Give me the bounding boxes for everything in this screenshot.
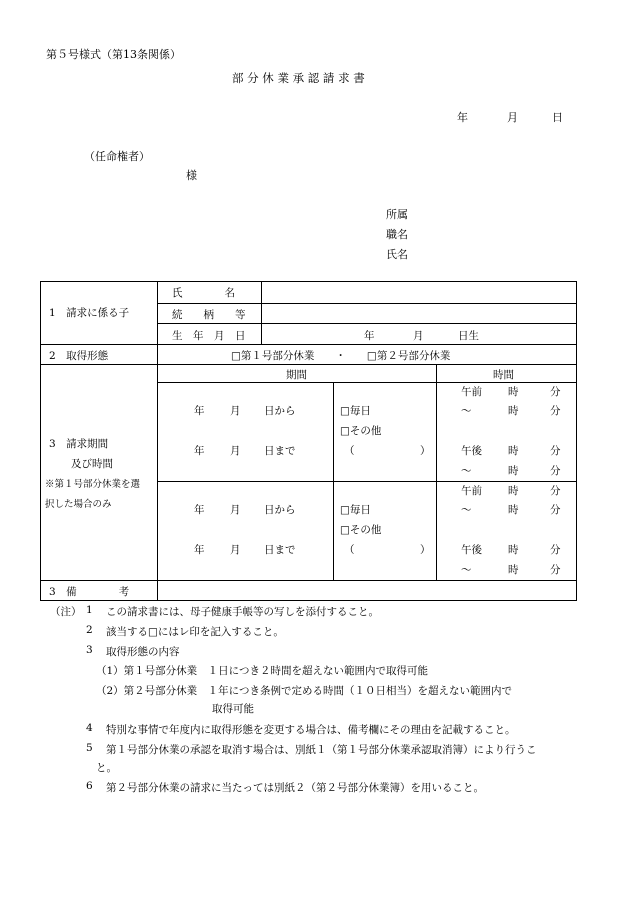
to-year-2: 年: [194, 543, 205, 556]
hour-2c: 時: [508, 543, 519, 556]
note-number: 1: [86, 604, 93, 616]
other-paren-open-2: （: [344, 543, 355, 556]
hour-1a: 時: [508, 386, 519, 399]
applicant-position: 職名: [386, 228, 408, 241]
child-birth-label-cell: [158, 324, 262, 345]
leave-type-checkboxes[interactable]: □第１号部分休業 ・ □第２号部分休業: [231, 350, 451, 362]
period-header: 期間: [286, 369, 307, 382]
note-text: 該当する□にはレ印を記入すること。: [106, 626, 284, 638]
leave-type-label: 2 取得形態: [49, 350, 109, 362]
pm-label-2: 午後: [461, 543, 482, 556]
remarks-label: 3 備 考: [49, 586, 130, 598]
period-section-label-2: 及び時間: [71, 458, 113, 470]
note-number: 5: [86, 742, 93, 754]
to-month-1: 月: [230, 445, 241, 458]
minute-2b: 分: [550, 503, 561, 516]
hour-1b: 時: [508, 405, 519, 418]
birth-day-suffix: 日生: [458, 329, 479, 342]
minute-1c: 分: [550, 445, 561, 458]
other-checkbox-2[interactable]: □その他: [340, 523, 382, 536]
hour-1d: 時: [508, 465, 519, 478]
from-month-2: 月: [230, 503, 241, 516]
minute-1d: 分: [550, 465, 561, 478]
date-year: 年: [457, 111, 468, 124]
child-name-label: 氏 名: [172, 287, 235, 300]
note-text: 第２号部分休業の請求に当たっては別紙２（第２号部分休業簿）を用いること。: [106, 782, 484, 794]
child-section-label-cell: [41, 282, 158, 345]
to-day-2: 日まで: [264, 543, 296, 556]
from-day-2: 日から: [264, 503, 296, 516]
child-birth-label: 生 年 月 日: [172, 329, 246, 342]
note-subitem: （1）第１号部分休業 １日につき２時間を超えない範囲内で取得可能: [96, 665, 428, 677]
applicant-name: 氏名: [386, 248, 408, 261]
child-relation-label-cell: [158, 303, 262, 324]
period-dates-1[interactable]: [158, 383, 334, 481]
note-number: 3: [86, 644, 93, 656]
period-header-cell: [158, 365, 437, 383]
note-text: この請求書には、母子健康手帳等の写しを添付すること。: [106, 606, 379, 618]
page-title: 部 分 休 業 承 認 請 求 書: [232, 71, 365, 85]
from-year-1: 年: [194, 405, 205, 418]
note-text-cont: と。: [96, 762, 117, 774]
minute-2d: 分: [550, 563, 561, 576]
to-month-2: 月: [230, 543, 241, 556]
period-section-label: 3 請求期間: [49, 438, 109, 450]
child-name-label-cell: [158, 282, 262, 304]
from-month-1: 月: [230, 405, 241, 418]
to-day-1: 日まで: [264, 445, 296, 458]
minute-1b: 分: [550, 405, 561, 418]
pm-label-1: 午後: [461, 445, 482, 458]
note-subitem-cont: 取得可能: [212, 703, 254, 715]
hour-1c: 時: [508, 445, 519, 458]
frequency-1[interactable]: [334, 383, 437, 481]
child-name-field[interactable]: [262, 282, 577, 304]
period-section-note: ※第１号部分休業を選: [45, 479, 141, 490]
addressee-label: （任命権者）: [84, 150, 150, 163]
time-range-1[interactable]: [437, 383, 577, 481]
to-year-1: 年: [194, 445, 205, 458]
note-number: 4: [86, 722, 93, 734]
frequency-2[interactable]: [334, 481, 437, 580]
tilde-1b: ～: [461, 465, 472, 478]
daily-checkbox-1[interactable]: □毎日: [340, 405, 371, 418]
note-text: 第１号部分休業の承認を取消す場合は、別紙１（第１号部分休業承認取消簿）により行うこ: [106, 744, 537, 756]
note-subitem: （2）第２号部分休業 １年につき条例で定める時間（１０日相当）を超えない範囲内で: [96, 685, 512, 697]
child-section-label: 1 請求に係る子: [49, 307, 130, 319]
time-header-cell: [437, 365, 577, 383]
hour-2a: 時: [508, 484, 519, 497]
leave-type-options[interactable]: [158, 345, 577, 365]
from-year-2: 年: [194, 503, 205, 516]
other-paren-close-2: ）: [420, 543, 431, 556]
child-relation-field[interactable]: [262, 303, 577, 324]
note-text: 特別な事情で年度内に取得形態を変更する場合は、備考欄にその理由を記載すること。: [106, 724, 516, 736]
period-section-label-cell: [41, 365, 158, 581]
notes-prefix: （注）: [50, 606, 82, 618]
birth-year: 年: [364, 329, 375, 342]
other-paren-open-1: （: [344, 445, 355, 458]
tilde-1a: ～: [461, 405, 472, 418]
addressee-honorific: 様: [186, 169, 197, 182]
am-label-1: 午前: [461, 386, 482, 399]
tilde-2a: ～: [461, 503, 472, 516]
applicant-affiliation: 所属: [386, 208, 408, 221]
hour-2b: 時: [508, 503, 519, 516]
remarks-label-cell: [41, 581, 158, 601]
other-paren-close-1: ）: [420, 445, 431, 458]
leave-type-label-cell: [41, 345, 158, 365]
other-checkbox-1[interactable]: □その他: [340, 425, 382, 438]
date-day: 日: [552, 111, 563, 124]
date-month: 月: [507, 111, 518, 124]
note-number: 2: [86, 624, 93, 636]
minute-2a: 分: [550, 484, 561, 497]
hour-2d: 時: [508, 563, 519, 576]
am-label-2: 午前: [461, 484, 482, 497]
form-number: 第５号様式（第13条関係）: [46, 48, 181, 61]
minute-2c: 分: [550, 543, 561, 556]
birth-month: 月: [413, 329, 424, 342]
child-relation-label: 続 柄 等: [172, 309, 246, 321]
tilde-2b: ～: [461, 563, 472, 576]
remarks-field[interactable]: [158, 581, 577, 601]
daily-checkbox-2[interactable]: □毎日: [340, 503, 371, 516]
time-range-2[interactable]: [437, 481, 577, 580]
note-text: 取得形態の内容: [106, 646, 180, 658]
time-header: 時間: [493, 369, 514, 382]
request-form-table: [40, 281, 577, 601]
note-number: 6: [86, 780, 93, 792]
minute-1a: 分: [550, 386, 561, 399]
period-dates-2[interactable]: [158, 481, 334, 580]
period-section-note-2: 択した場合のみ: [45, 499, 112, 510]
from-day-1: 日から: [264, 405, 296, 418]
child-birth-field[interactable]: [262, 324, 577, 345]
